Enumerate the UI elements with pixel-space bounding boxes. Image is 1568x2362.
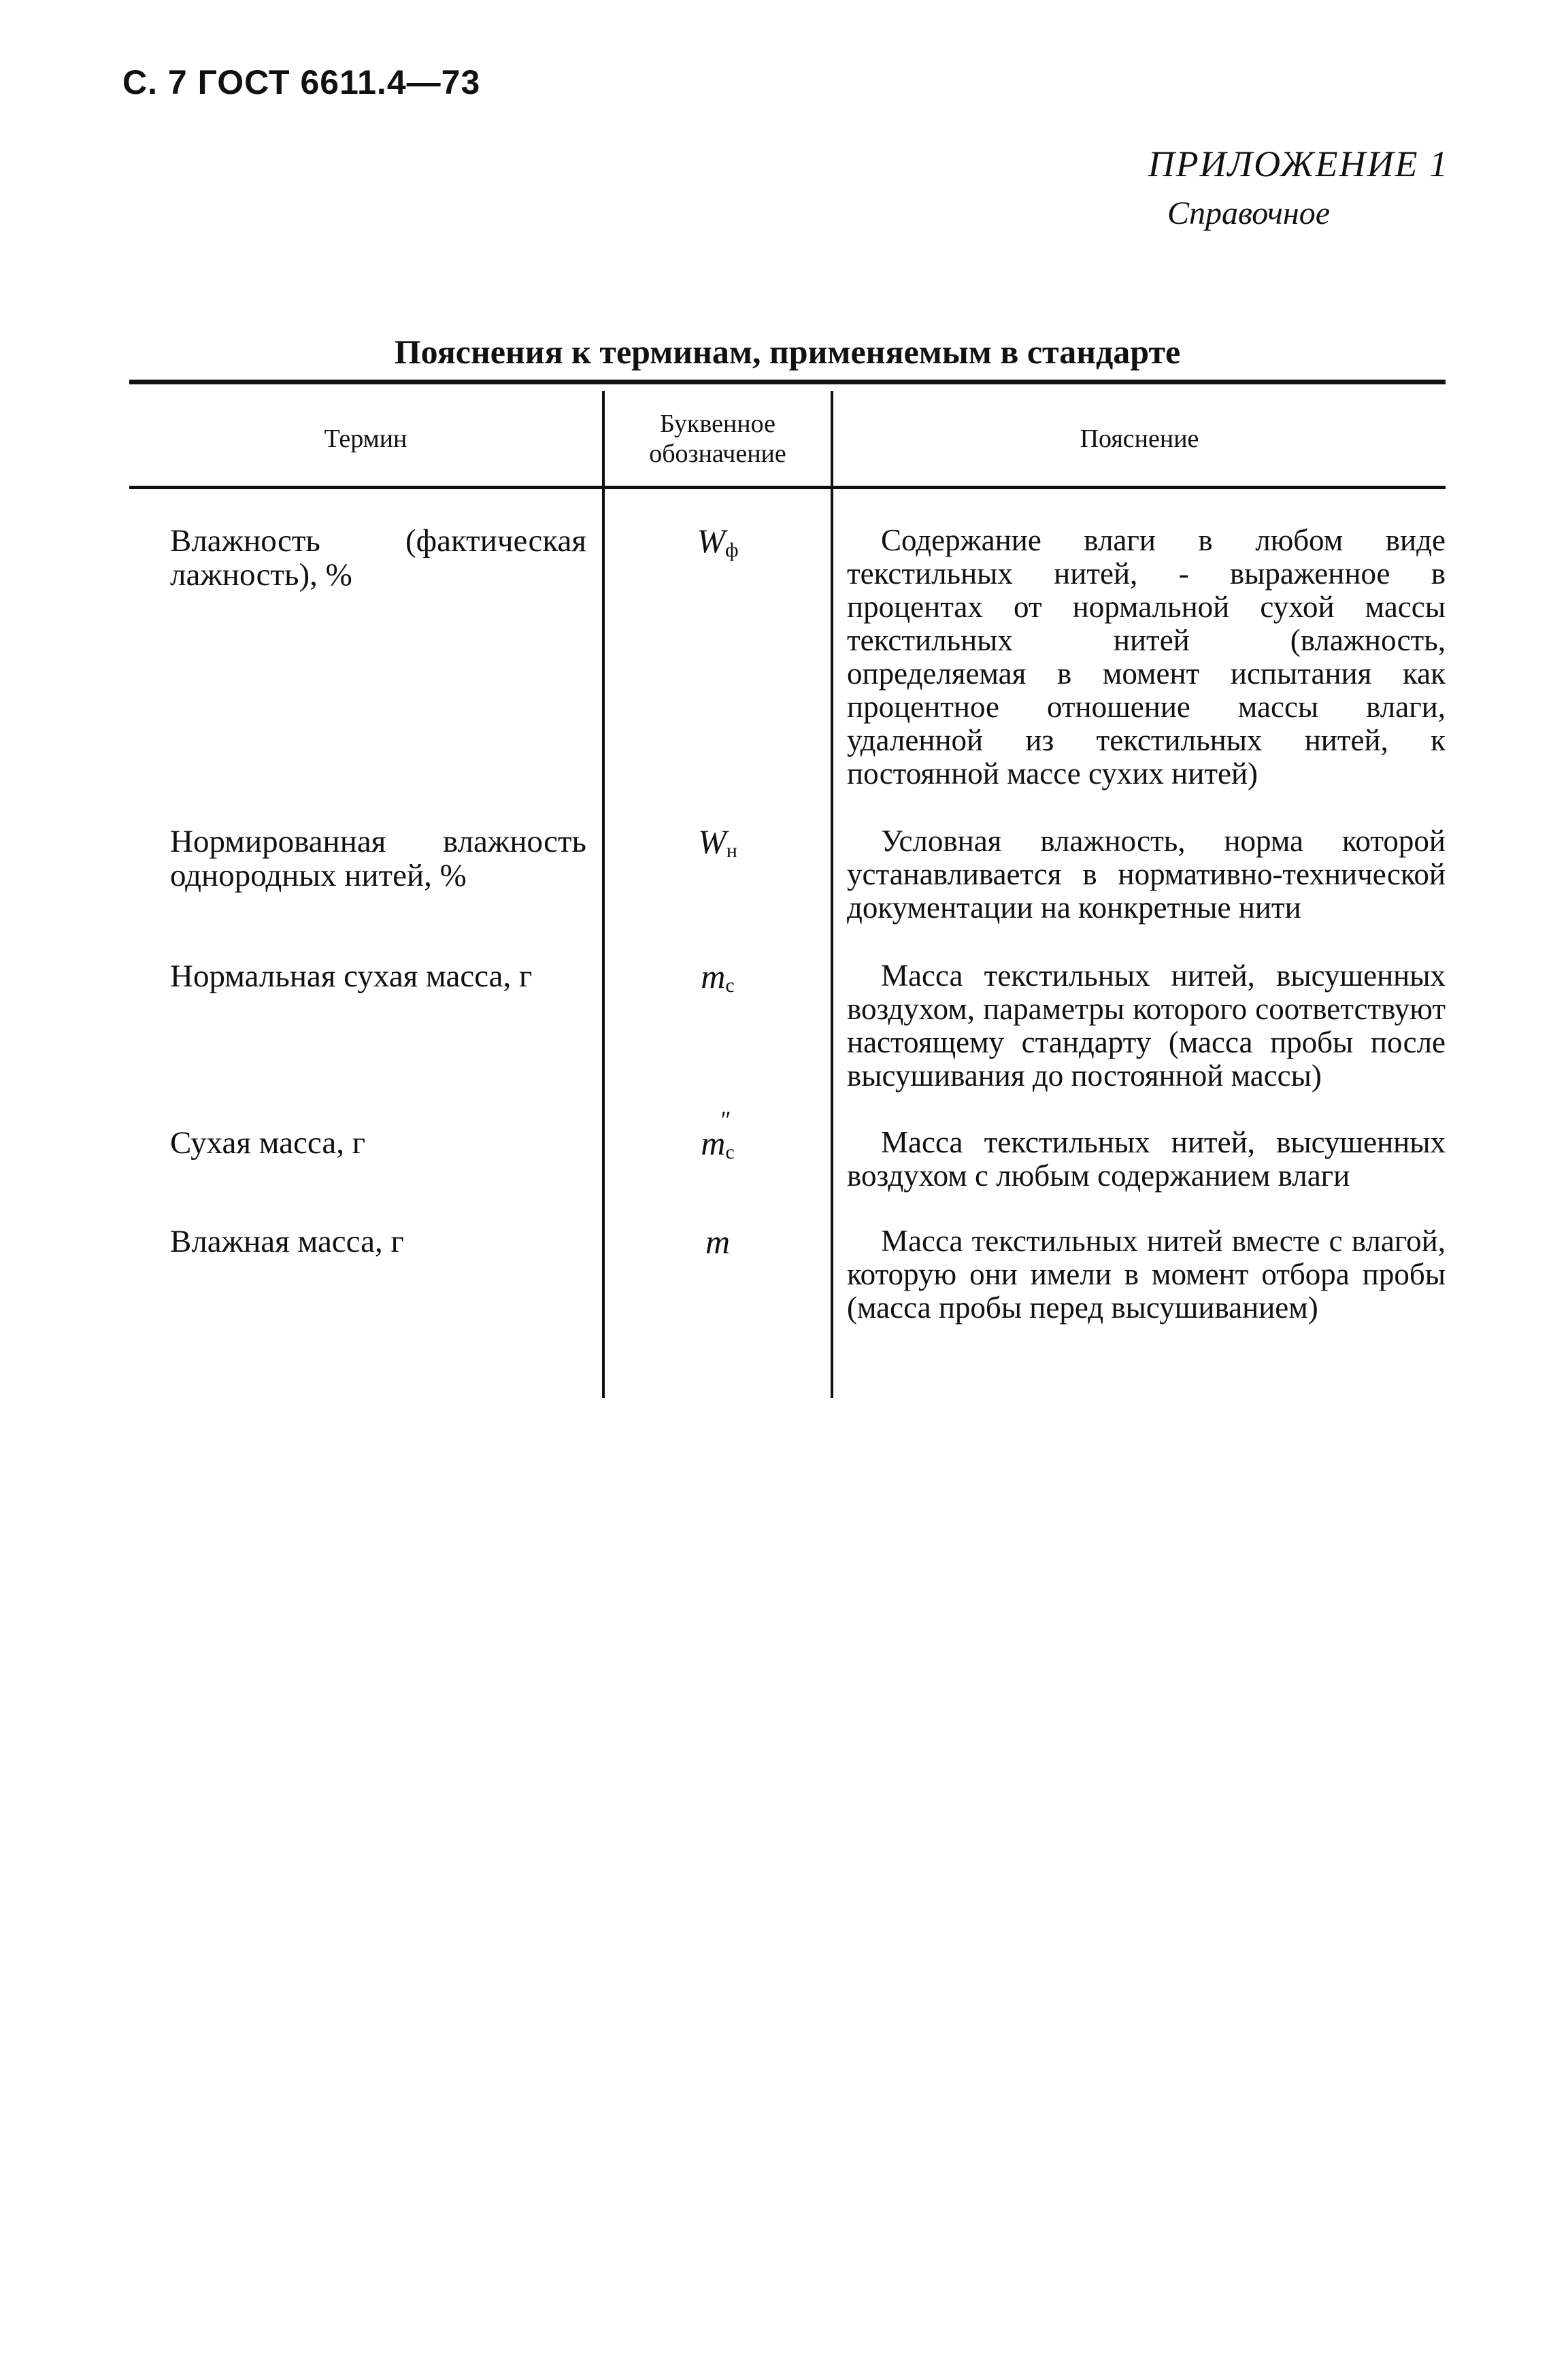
term-cell: Нормальная сухая масса, г: [170, 959, 533, 994]
column-header-explanation-label: Пояснение: [1080, 424, 1199, 453]
column-header-term: [129, 391, 602, 486]
symbol-cell: [605, 1106, 831, 1169]
appendix-label: [1148, 143, 1449, 232]
table-title: Пояснения к терминам, применяемым в стандарте: [394, 333, 1181, 371]
symbol-sub: с: [725, 1141, 735, 1163]
symbol-cell: [605, 959, 831, 1003]
symbol-prime: ″: [719, 1106, 730, 1133]
symbol-sub: н: [726, 839, 737, 862]
term-cell: Сухая масса, г: [170, 1125, 366, 1161]
symbol-main: m: [705, 1222, 731, 1261]
explanation-cell: Масса текстильных нитей вместе с влагой, которую они имели в момент отбора пробы (масса пробы перед высушиванием): [847, 1224, 1446, 1325]
term-cell: Влажная масса, г: [170, 1224, 404, 1259]
symbol-cell: [605, 1222, 831, 1268]
term-cell: Нормированная влажность однородных нитей, %: [170, 824, 586, 893]
column-header-symbol: [605, 391, 831, 486]
symbol-cell: [605, 524, 831, 567]
symbol-sub: с: [725, 974, 735, 997]
table-header-rule: [129, 486, 1446, 489]
symbol-main: m: [701, 957, 726, 995]
page-header: С. 7 ГОСТ 6611.4—73: [122, 63, 481, 101]
column-header-term-label: Термин: [324, 424, 407, 453]
table-top-rule: [129, 380, 1446, 384]
symbol-sub: ф: [725, 539, 739, 561]
column-divider-2: [831, 391, 833, 1398]
term-cell: Влажность (фактическая лажность), %: [170, 523, 586, 593]
symbol-main: W: [698, 822, 727, 861]
appendix-number: ПРИЛОЖЕНИЕ 1: [1148, 144, 1449, 184]
column-header-symbol-line1: Буквенное: [660, 409, 775, 438]
explanation-cell: Масса текстильных нитей, высушенных воздухом с любым содержанием влаги: [847, 1125, 1446, 1193]
column-header-explanation: [833, 391, 1446, 486]
column-header-symbol-line2: обозначение: [649, 439, 786, 468]
explanation-cell: Содержание влаги в любом виде текстильных нитей, - выраженное в процентах от нормальной сухой массы текстильных нитей (влажность, определяемая в момент испытания как процентное отношение массы влаги, удаленной из текстильных нитей, к постоянной массе сухих нитей): [847, 523, 1446, 791]
symbol-main: W: [697, 522, 726, 560]
explanation-cell: Масса текстильных нитей, высушенных воздухом, параметры которого соответствуют настоящему стандарту (масса пробы после высушивания до постоянной массы): [847, 959, 1446, 1093]
appendix-type: Справочное: [1167, 195, 1330, 231]
symbol-cell: [605, 822, 831, 868]
symbol-main: m: [701, 1124, 726, 1162]
explanation-cell: Условная влажность, норма которой устанавливается в нормативно-технической документации на конкретные нити: [847, 824, 1446, 925]
